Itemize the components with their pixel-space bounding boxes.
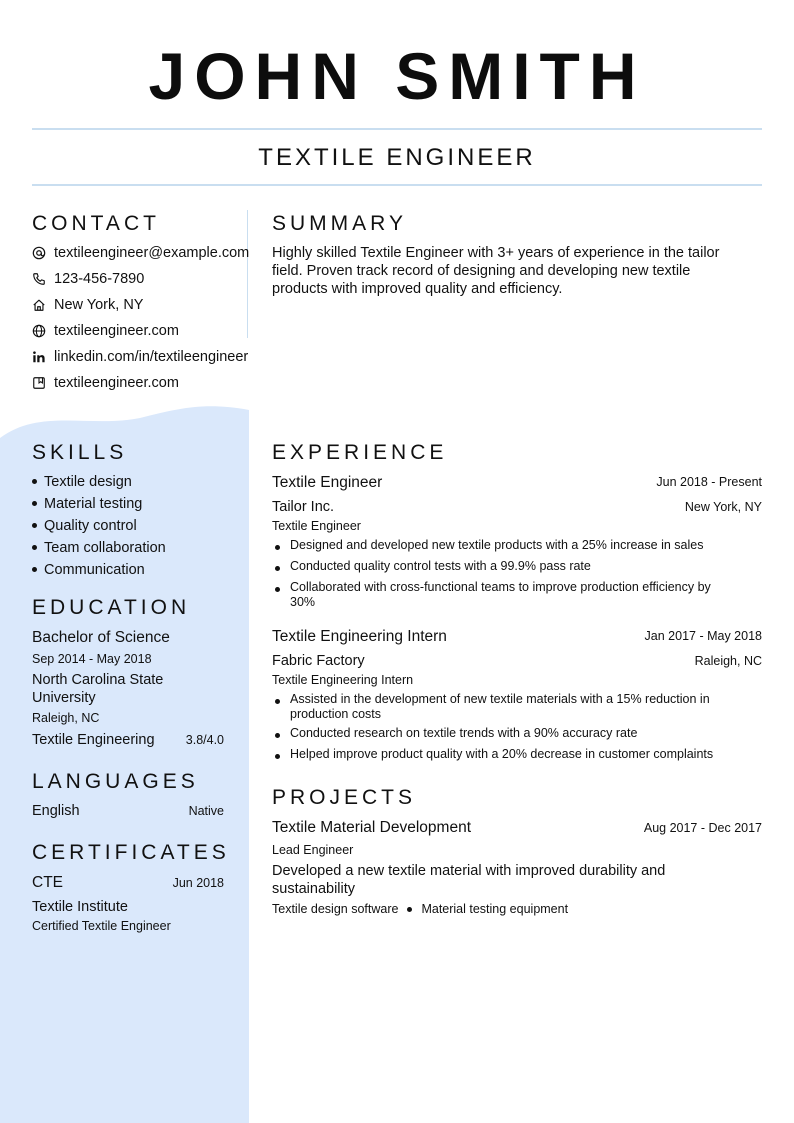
bullet-dot [32, 567, 37, 572]
job-bullet: Helped improve product quality with a 20% decrease in customer complaints [272, 747, 762, 762]
bullet-dot [407, 907, 412, 912]
contact-divider [247, 210, 248, 338]
portfolio-icon [32, 376, 46, 390]
linkedin-icon [32, 350, 46, 364]
bullet-dot [275, 545, 280, 550]
language-name: English [32, 803, 80, 819]
job-title: TEXTILE ENGINEER [258, 144, 536, 171]
project-description-line: Developed a new textile material with improved durability and [272, 863, 666, 879]
bullet-dot [275, 566, 280, 571]
header-bottom-rule [32, 184, 762, 186]
contact-location-text: New York, NY [54, 297, 144, 313]
contact-email[interactable] [32, 243, 249, 263]
bullet-dot [32, 545, 37, 550]
project-dates: Aug 2017 - Dec 2017 [643, 821, 762, 835]
education-dates: Sep 2014 - May 2018 [32, 652, 152, 666]
contact-linkedin-text: linkedin.com/in/textileengineer [54, 349, 249, 365]
contact-email-text: textileengineer@example.com [54, 245, 250, 261]
skills-heading: SKILLS [32, 441, 128, 464]
project-description-line: sustainability [272, 881, 356, 897]
contact-phone[interactable] [32, 269, 144, 289]
job-title: Textile Engineering Intern [272, 628, 447, 645]
job-role: Textile Engineer [272, 519, 361, 533]
candidate-name: JOHN SMITH [148, 39, 646, 113]
job-location: New York, NY [684, 500, 762, 514]
skill-item: Communication [32, 560, 145, 580]
job-bullet: Conducted research on textile trends with a 90% accuracy rate [272, 726, 762, 741]
skill-item: Textile design [32, 472, 132, 492]
contact-phone-text: 123-456-7890 [54, 271, 145, 287]
education-school [32, 671, 163, 707]
education-location: Raleigh, NC [32, 711, 100, 725]
contact-location [32, 295, 143, 315]
job-location: Raleigh, NC [694, 654, 762, 668]
education-school-line: North Carolina State [32, 672, 164, 688]
project-tool: Material testing equipment [421, 902, 569, 916]
job-dates: Jan 2017 - May 2018 [644, 629, 762, 643]
bullet-dot [275, 733, 280, 738]
project-role: Lead Engineer [272, 843, 354, 857]
certificate-full-name: Certified Textile Engineer [32, 919, 171, 933]
job-company: Fabric Factory [272, 653, 365, 669]
summary-line: products with improved quality and efficiency. [272, 281, 563, 297]
skill-item: Quality control [32, 516, 137, 536]
job-bullet: Conducted quality control tests with a 99.9% pass rate [272, 559, 762, 574]
contact-portfolio[interactable] [32, 373, 179, 393]
bullet-dot [275, 754, 280, 759]
education-field: Textile Engineering [32, 732, 155, 748]
certificate-date: Jun 2018 [172, 876, 224, 890]
globe-icon [32, 324, 46, 338]
home-icon [32, 298, 46, 312]
contact-portfolio-text: textileengineer.com [54, 375, 179, 391]
summary-heading: SUMMARY [272, 212, 407, 235]
project-tool: Textile design software [272, 902, 399, 916]
contact-website[interactable] [32, 321, 179, 341]
certificate-name: CTE [32, 874, 63, 891]
certificates-heading: CERTIFICATES [32, 841, 230, 864]
job-title: Textile Engineer [272, 474, 383, 491]
skill-item: Material testing [32, 494, 142, 514]
phone-icon [32, 272, 46, 286]
education-degree: Bachelor of Science [32, 629, 170, 646]
job-bullet: Designed and developed new textile products with a 25% increase in sales [272, 538, 762, 553]
summary-text [272, 244, 762, 298]
job-bullet: Collaborated with cross-functional teams to improve production efficiency by 30% [272, 580, 762, 610]
contact-linkedin[interactable] [32, 347, 248, 367]
project-description [272, 862, 762, 898]
bullet-dot [275, 587, 280, 592]
education-school-line: University [32, 690, 96, 706]
language-level: Native [188, 804, 224, 818]
skill-item: Team collaboration [32, 538, 166, 558]
contact-website-text: textileengineer.com [54, 323, 179, 339]
job-bullet: Assisted in the development of new textile materials with a 15% reduction in production costs [272, 692, 762, 722]
job-company: Tailor Inc. [272, 499, 335, 515]
contact-heading: CONTACT [32, 212, 160, 235]
bullet-dot [275, 699, 280, 704]
experience-heading: EXPERIENCE [272, 441, 448, 464]
at-icon [32, 246, 46, 260]
education-heading: EDUCATION [32, 596, 191, 619]
summary-line: field. Proven track record of designing and developing new textile [272, 263, 691, 279]
header-top-rule [32, 128, 762, 130]
bullet-dot [32, 479, 37, 484]
job-dates: Jun 2018 - Present [656, 475, 762, 489]
bullet-dot [32, 523, 37, 528]
job-role: Textile Engineering Intern [272, 673, 414, 687]
summary-line: Highly skilled Textile Engineer with 3+ years of experience in the tailor [272, 245, 720, 261]
languages-heading: LANGUAGES [32, 770, 199, 793]
project-tools [272, 901, 568, 917]
bullet-dot [32, 501, 37, 506]
education-gpa: 3.8/4.0 [185, 733, 224, 747]
projects-heading: PROJECTS [272, 786, 417, 809]
project-title: Textile Material Development [272, 819, 472, 836]
certificate-issuer: Textile Institute [32, 899, 128, 915]
